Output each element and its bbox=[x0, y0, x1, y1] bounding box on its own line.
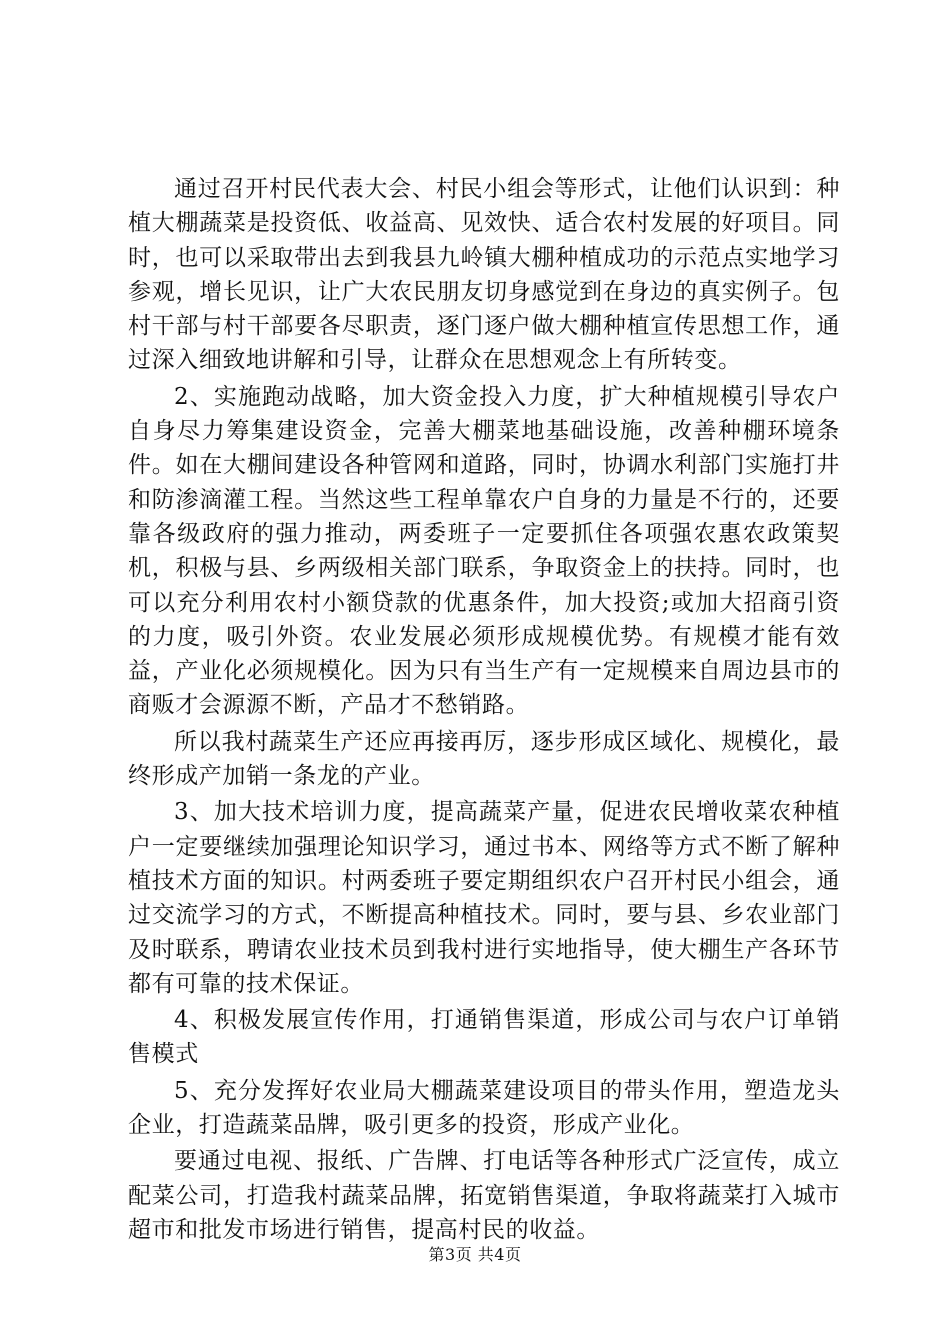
page-footer: 第3页 共4页 bbox=[428, 1245, 522, 1264]
paragraph-1: 通过召开村民代表大会、村民小组会等形式，让他们认识到：种植大棚蔬菜是投资低、收益高、见效快、适合农村发展的好项目。同时，也可以采取带出去到我县九岭镇大棚种植成功的示范点实地学习参观，增长见识，让广大农民朋友切身感觉到在身边的真实例子。包村干部与村干部要各尽职责，逐门逐户做大棚种植宣传思想工作，通过深入细致地讲解和引导，让群众在思想观念上有所转变。 bbox=[128, 176, 840, 374]
paragraph-3: 所以我村蔬菜生产还应再接再厉，逐步形成区域化、规模化，最终形成产加销一条龙的产业。 bbox=[128, 728, 840, 790]
paragraph-7: 要通过电视、报纸、广告牌、打电话等各种形式广泛宣传，成立配菜公司，打造我村蔬菜品牌，拓宽销售渠道，争取将蔬菜打入城市超市和批发市场进行销售，提高村民的收益。 bbox=[128, 1148, 840, 1243]
document-body bbox=[128, 172, 840, 1249]
paragraph-6: 5、充分发挥好农业局大棚蔬菜建设项目的带头作用，塑造龙头企业，打造蔬菜品牌，吸引更多的投资，形成产业化。 bbox=[128, 1077, 840, 1139]
paragraph-5: 4、积极发展宣传作用，打通销售渠道，形成公司与农户订单销售模式 bbox=[128, 1007, 840, 1068]
paragraph-2: 2、实施跑动战略，加大资金投入力度，扩大种植规模引导农户自身尽力筹集建设资金，完善大棚菜地基础设施，改善种棚环境条件。如在大棚间建设各种管网和道路，同时，协调水利部门实施打井和防渗滴灌工程。当然这些工程单靠农户自身的力量是不行的，还要靠各级政府的强力推动，两委班子一定要抓住各项强农惠农政策契机，积极与县、乡两级相关部门联系，争取资金上的扶持。同时，也可以充分利用农村小额贷款的优惠条件，加大投资;或加大招商引资的力度，吸引外资。农业发展必须形成规模优势。有规模才能有效益，产业化必须规模化。因为只有当生产有一定规模来自周边县市的商贩才会源源不断，产品才不愁销路。 bbox=[128, 383, 840, 719]
paragraph-4: 3、加大技术培训力度，提高蔬菜产量，促进农民增收菜农种植户一定要继续加强理论知识学习，通过书本、网络等方式不断了解种植技术方面的知识。村两委班子要定期组织农户召开村民小组会，通过交流学习的方式，不断提高种植技术。同时，要与县、乡农业部门及时联系，聘请农业技术员到我村进行实地指导，使大棚生产各环节都有可靠的技术保证。 bbox=[128, 799, 840, 997]
